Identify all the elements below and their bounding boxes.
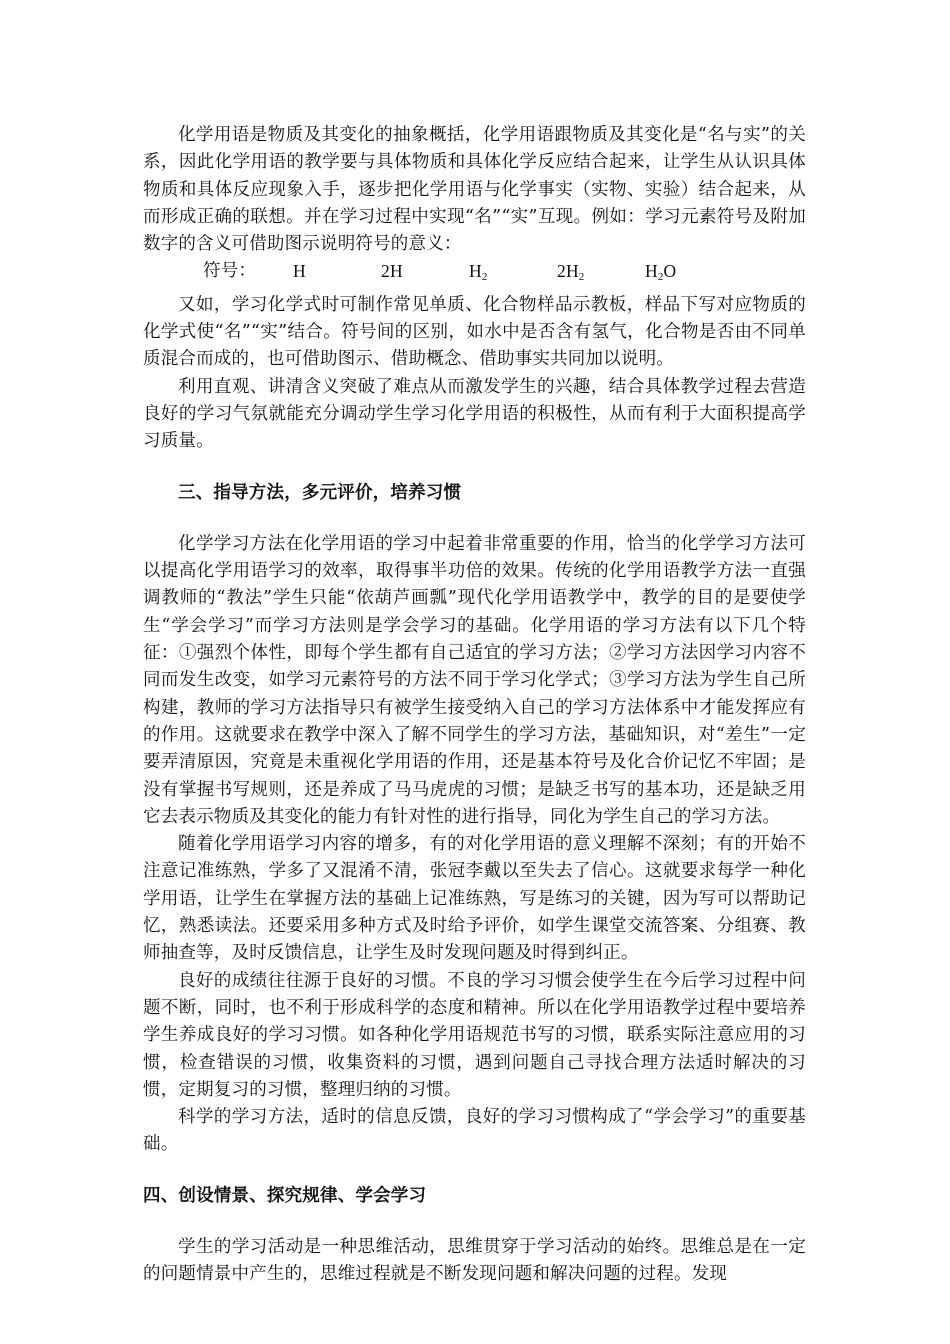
symbol-h2: H2 [469, 261, 488, 284]
symbol-h2o: H2O [645, 261, 677, 284]
paragraph: 科学的学习方法，适时的信息反馈，良好的学习习惯构成了“学会学习”的重要基础。 [143, 1107, 806, 1155]
symbol-h: H [293, 261, 306, 282]
symbol-2h: 2H [381, 261, 403, 282]
paragraph: 化学学习方法在化学用语的学习中起着非常重要的作用，恰当的化学学习方法可以提高化学用语学习的效率，取得事半功倍的效果。传统的化学用语教学方法一直强调教师的“教法”学生只能“依葫芦画瓢”现代化学用语教学中，教学的目的是要使学生“学会学习”而学习方法则是学会学习的基础。化学用语的学习方法有以下几个特征：①强烈个体性，即每个学生都有自己适宜的学习方法；②学习方法因学习内容不同而发生改变，如学习元素符号的方法不同于学习化学式；③学习方法为学生自己所构建，教师的学习方法指导只有被学生接受纳入自己的学习方法体系中才能发挥应有的作用。这就要求在教学中深入了解不同学生的学习方法，基础知识，对“差生”一定要弄清原因，究竟是未重视化学用语的作用，还是基本符号及化合价记忆不牢固；是没有掌握书写规则，还是养成了马马虎虎的习惯；是缺乏书写的基本功，还是缺乏用它去表示物质及其变化的能力有针对性的进行指导，同化为学生自己的学习方法。 [143, 533, 806, 827]
paragraph: 随着化学用语学习内容的增多，有的对化学用语的意义理解不深刻；有的开始不注意记准练熟，学多了又混淆不清，张冠李戴以至失去了信心。这就要求每学一种化学用语，让学生在掌握方法的基础上记准练熟，写是练习的关键，因为写可以帮助记忆，熟悉读法。还要采用多种方式及时给予评价，如学生课堂交流答案、分组赛、教师抽查等，及时反馈信息，让学生及时发现问题及时得到纠正。 [143, 834, 806, 964]
symbols-label: 符号： [203, 261, 257, 282]
section-heading: 四、创设情景、探究规律、学会学习 [143, 1185, 427, 1206]
document-page [143, 122, 806, 1289]
paragraph: 又如，学习化学式时可制作常见单质、化合物样品示教板，样品下写对应物质的化学式使“名”“实”结合。符号间的区别，如水中是否含有氢气，化合物是否由不同单质混合而成的，也可借助图示、借助概念、借助事实共同加以说明。 [143, 294, 806, 370]
symbol-2h2: 2H2 [557, 261, 585, 284]
paragraph: 良好的成绩往往源于良好的习惯。不良的学习习惯会使学生在今后学习过程中问题不断，同时，也不利于形成科学的态度和精神。所以在化学用语教学过程中要培养学生养成良好的学习习惯。如各种化学用语规范书写的习惯，联系实际注意应用的习惯，检查错误的习惯，收集资料的习惯，遇到问题自己寻找合理方法适时解决的习惯，定期复习的习惯，整理归纳的习惯。 [143, 970, 806, 1100]
paragraph: 学生的学习活动是一种思维活动，思维贯穿于学习活动的始终。思维总是在一定的问题情景中产生的，思维过程就是不断发现问题和解决问题的过程。发现 [143, 1236, 806, 1285]
section-heading: 三、指导方法，多元评价，培养习惯 [178, 482, 462, 503]
paragraph: 化学用语是物质及其变化的抽象概括，化学用语跟物质及其变化是“名与实”的关系，因此化学用语的教学要与具体物质和具体化学反应结合起来，让学生从认识具体物质和具体反应现象入手，逐步把化学用语与化学事实（实物、实验）结合起来，从而形成正确的联想。并在学习过程中实现“名”“实”互现。例如：学习元素符号及附加数字的含义可借助图示说明符号的意义： [143, 125, 806, 255]
symbol-examples-row [143, 258, 806, 291]
paragraph: 利用直观、讲清含义突破了难点从而激发学生的兴趣，结合具体教学过程去营造良好的学习气氛就能充分调动学生学习化学用语的积极性，从而有利于大面积提高学习质量。 [143, 376, 806, 452]
